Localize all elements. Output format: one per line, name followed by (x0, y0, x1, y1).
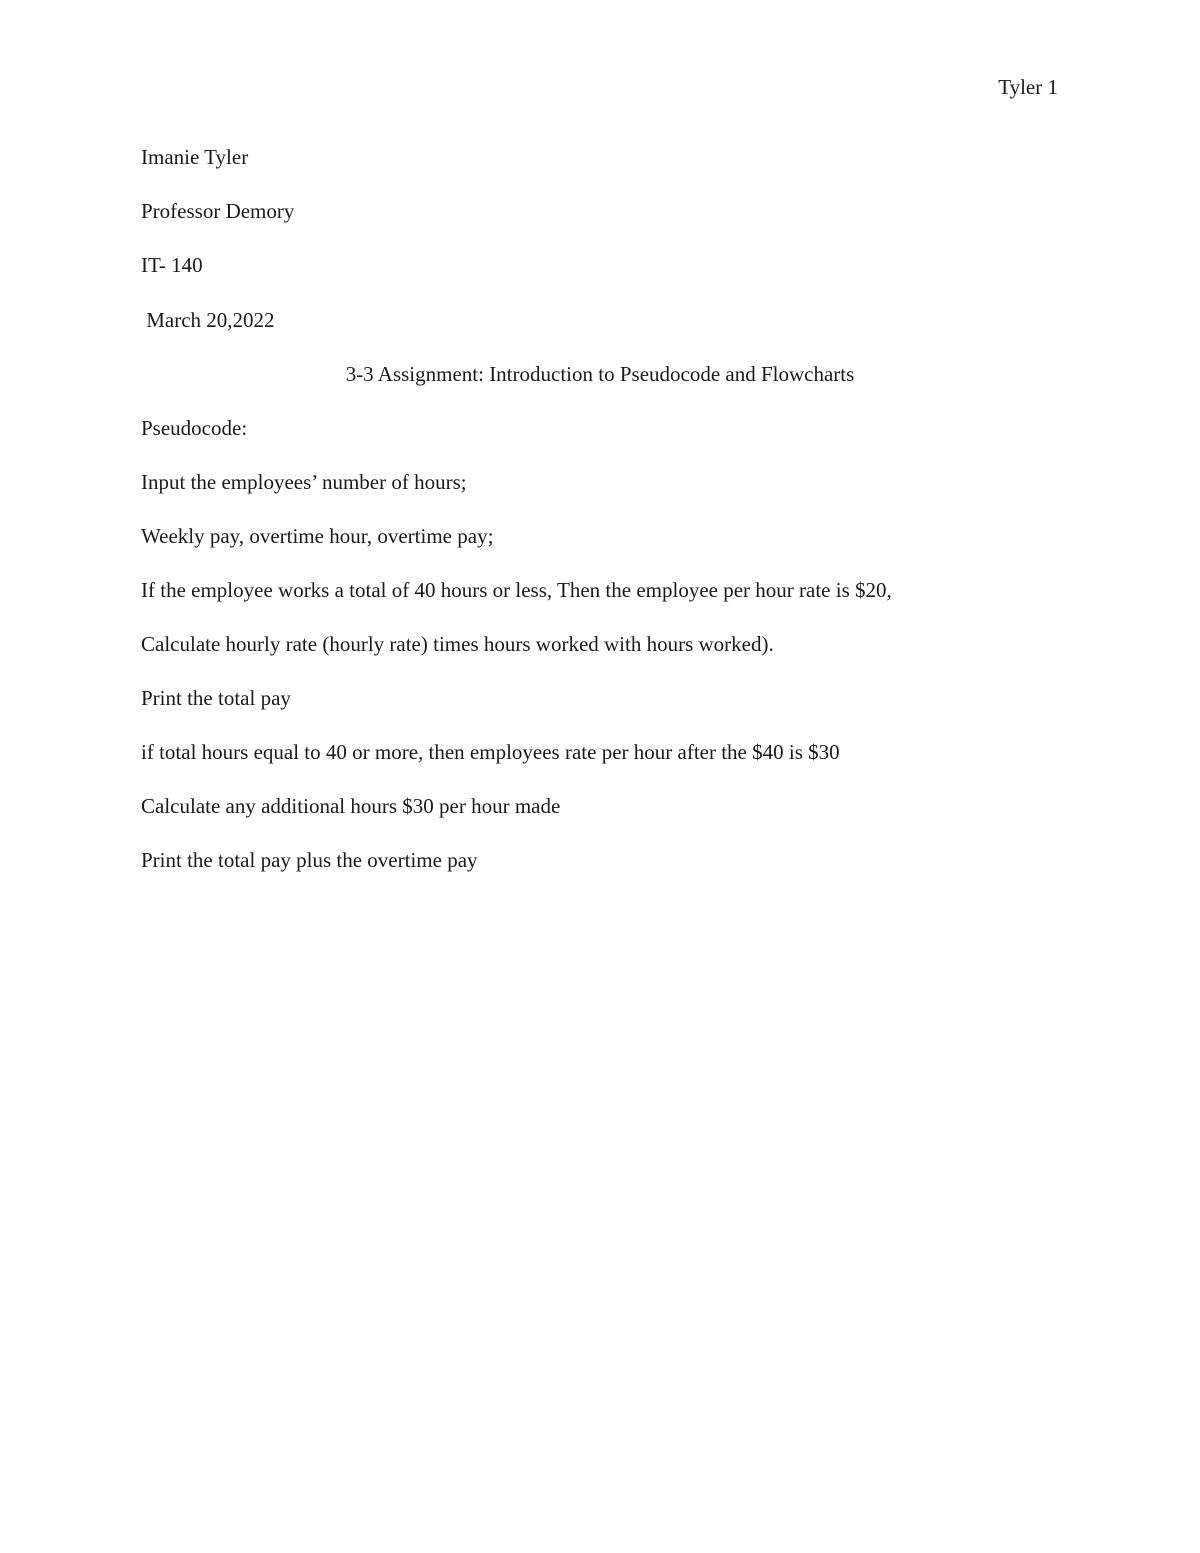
pseudocode-line: Weekly pay, overtime hour, overtime pay; (141, 524, 494, 548)
pseudocode-line: Input the employees’ number of hours; (141, 470, 467, 494)
assignment-date: March 20,2022 (141, 308, 275, 332)
running-head: Tyler 1 (998, 75, 1058, 99)
section-label: Pseudocode: (141, 416, 248, 440)
pseudocode-line: Print the total pay plus the overtime pay (141, 848, 478, 872)
instructor-name: Professor Demory (141, 199, 295, 223)
pseudocode-line: If the employee works a total of 40 hours or less, Then the employee per hour rate is $20, (141, 578, 892, 602)
pseudocode-line: Print the total pay (141, 686, 291, 710)
course-code: IT- 140 (141, 253, 203, 277)
pseudocode-line: if total hours equal to 40 or more, then employees rate per hour after the $40 is $30 (141, 740, 840, 764)
document-title: 3-3 Assignment: Introduction to Pseudocode and Flowcharts (345, 362, 855, 386)
pseudocode-line: Calculate any additional hours $30 per hour made (141, 794, 561, 818)
author-name: Imanie Tyler (141, 145, 249, 169)
pseudocode-line: Calculate hourly rate (hourly rate) times hours worked with hours worked). (141, 632, 774, 656)
